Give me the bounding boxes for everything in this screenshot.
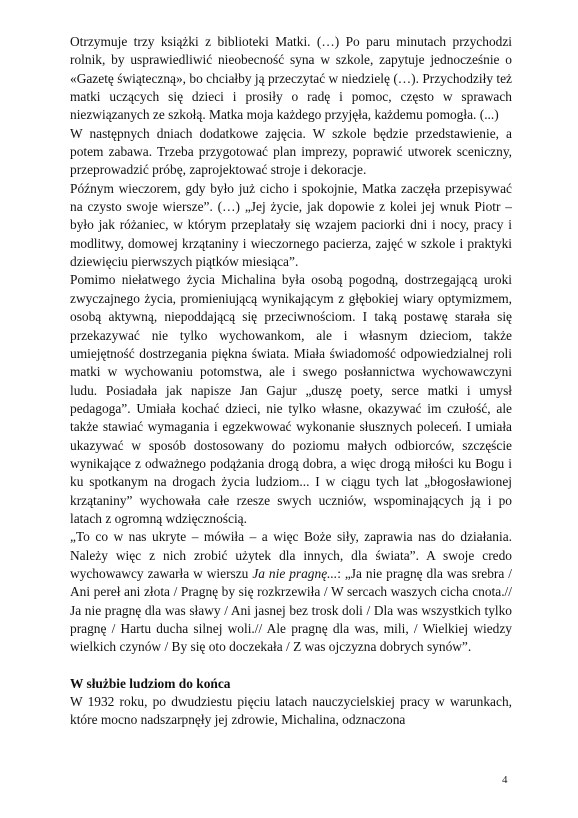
document-body	[70, 33, 512, 730]
paragraph-character: Pomimo niełatwego życia Michalina była osobą pogodną, dostrzegającą uroki zwyczajnego życia, promieniującą wynikającym z głębokiej wiary optymizmem, osobą aktywną, niepoddającą się przeciwnościom. I taką postawę starała się przekazywać nie tylko wychowankom, ale i własnym dzieciom, także umiejętność dostrzegania piękna świata. Miała świadomość odpowiedzialnej roli matki w wychowaniu potomstwa, ale i swego posłannictwa wychowawczyni ludu. Posiadała jak napisze Jan Gajur „duszę poety, serce matki i umysł pedagoga”. Umiała kochać dzieci, nie tylko własne, okazywać im czułość, ale także stawiać wymagania i egzekwować wykonanie słusznych poleceń. I umiała ukazywać w sposób dostosowany do poziomu małych odbiorców, szczęście wynikające z odważnego podążania drogą dobra, a więc drogą miłości ku Bogu i ku spotkanym na drogach życia ludziom... I w ciągu tych lat „błogosławionej krzątaniny” wychowała całe rzesze swych uczniów, wspominających ją i po latach z ogromną wdzięcznością.	[70, 272, 512, 526]
paragraph-library-visit: Otrzymuje trzy książki z biblioteki Matki. (…) Po paru minutach przychodzi rolnik, by usprawiedliwić nieobecność syna w szkole, zapytuje jednocześnie o «Gazetę świąteczną», bo chciałby ją przeczytać w niedzielę (…). Przychodziły też matki uczących się dzieci i prosiły o radę i pomoc, często w sprawach niezwiązanych ze szkołą. Matka moja każdego przyjęła, każdemu pomogła. (...)	[70, 34, 512, 123]
paragraph-additional-duties: W następnych dniach dodatkowe zajęcia. W szkole będzie przedstawienie, a potem zabawa. Trzeba przygotować plan imprezy, poprawić utworek sceniczny, przeprowadzić próbę, zaprojektować stroje i dekoracje.	[70, 125, 512, 178]
paragraph-1932: W 1932 roku, po dwudziestu pięciu latach nauczycielskiej pracy w warunkach, które mocno nadszarpnęły jej zdrowie, Michalina, odznaczona	[70, 694, 512, 728]
section-heading: W służbie ludziom do końca	[70, 675, 231, 691]
credo-text-end: : „Ja nie pragnę dla was srebra / Ani pereł ani złota / Pragnę by się rozkrzewiła / W sercach waszych cicha cnota.// Ja nie pragnę dla was sławy / Ani jasnej bez trosk doli / Dla was wszystkich tylko pragnę / Hartu ducha silnej woli.// Ale pragnę dla was, mili, / Wielkiej wiedzy wielkich czynów / By się oto doczekała / Z was ojczyzna dobrych synów”.	[70, 565, 512, 655]
page-number: 4	[502, 774, 508, 786]
paragraph-credo	[70, 528, 512, 656]
credo-text-start: „To co w nas ukryte – mówiła – a więc Boże siły, zaprawia nas do działania. Należy więc z nich zrobić użytek dla innych, dla świata”. A swoje credo wychowawcy zawarła w wierszu	[70, 529, 512, 581]
poem-title: Ja nie pragnę...	[252, 565, 338, 581]
paragraph-evening-poems: Późnym wieczorem, gdy było już cicho i spokojnie, Matka zaczęła przepisywać na czysto swoje wiersze”. (…) „Jej życie, jak dopowie z kolei jej wnuk Piotr – było jak różaniec, w którym przeplatały się wzajem paciorki dni i nocy, pracy i modlitwy, domowej krzątaniny i wieczornego pacierza, zajęć w szkole i praktyki dziewięciu pierwszych piątków miesiąca”.	[70, 180, 512, 270]
